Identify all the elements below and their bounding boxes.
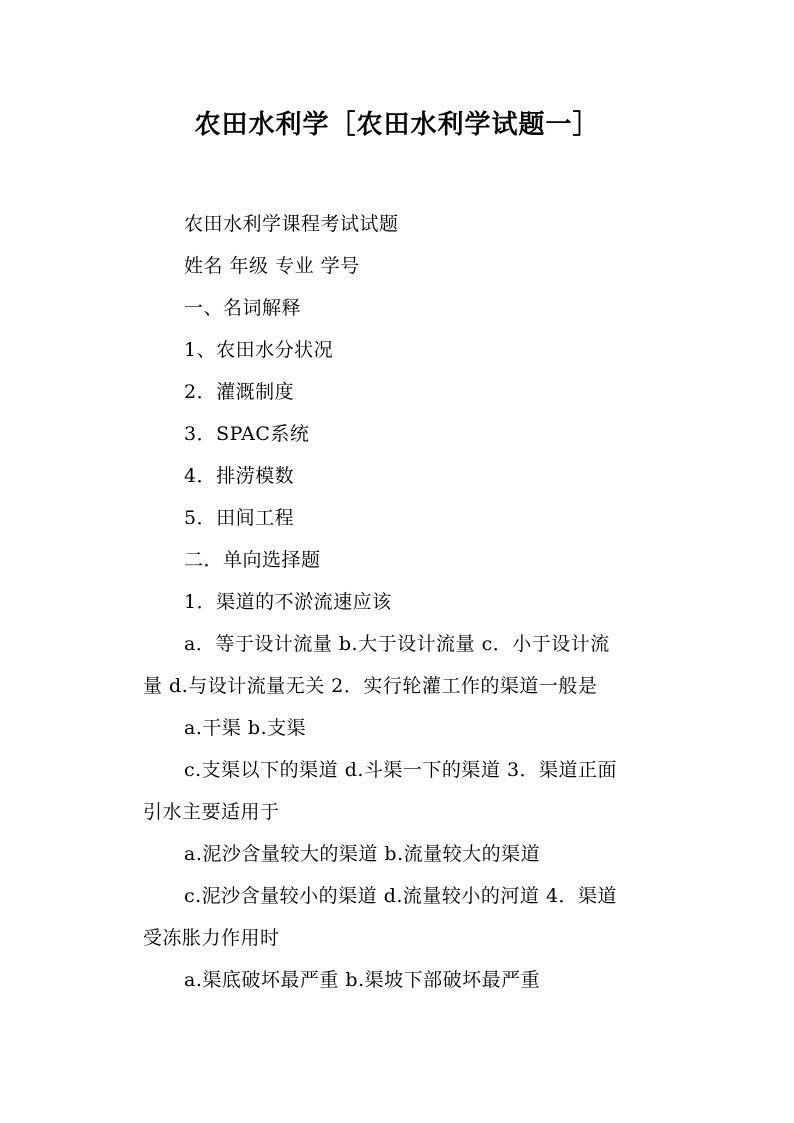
document-body <box>143 203 663 1001</box>
question-line: 量 d.与设计流量无关 2．实行轮灌工作的渠道一般是 <box>143 675 598 697</box>
section-heading-choice: 二．单向选择题 <box>184 549 321 571</box>
question-line: a.泥沙含量较大的渠道 b.流量较大的渠道 <box>184 843 541 865</box>
question-line: a．等于设计流量 b.大于设计流量 c．小于设计流 <box>184 633 610 655</box>
question-line: a.干渠 b.支渠 <box>184 717 307 739</box>
question-line: c.泥沙含量较小的渠道 d.流量较小的河道 4．渠道 <box>184 885 618 907</box>
question-line: a.渠底破坏最严重 b.渠坡下部破坏最严重 <box>184 969 541 991</box>
document-title: 农田水利学［农田水利学试题一］ <box>194 110 600 140</box>
question-line: c.支渠以下的渠道 d.斗渠一下的渠道 3．渠道正面 <box>184 759 618 781</box>
term-item: 5．田间工程 <box>184 507 295 529</box>
section-heading-terms: 一、名词解释 <box>184 297 302 319</box>
student-info-line: 姓名 年级 专业 学号 <box>184 255 360 277</box>
question-line: 受冻胀力作用时 <box>143 927 280 949</box>
question-line: 引水主要适用于 <box>143 801 280 823</box>
term-item: 3．SPAC系统 <box>184 423 310 445</box>
question-line: 1．渠道的不淤流速应该 <box>184 591 392 613</box>
term-item: 2．灌溉制度 <box>184 381 295 403</box>
term-item: 1、农田水分状况 <box>184 339 334 361</box>
exam-heading: 农田水利学课程考试试题 <box>184 213 399 235</box>
term-item: 4．排涝模数 <box>184 465 295 487</box>
